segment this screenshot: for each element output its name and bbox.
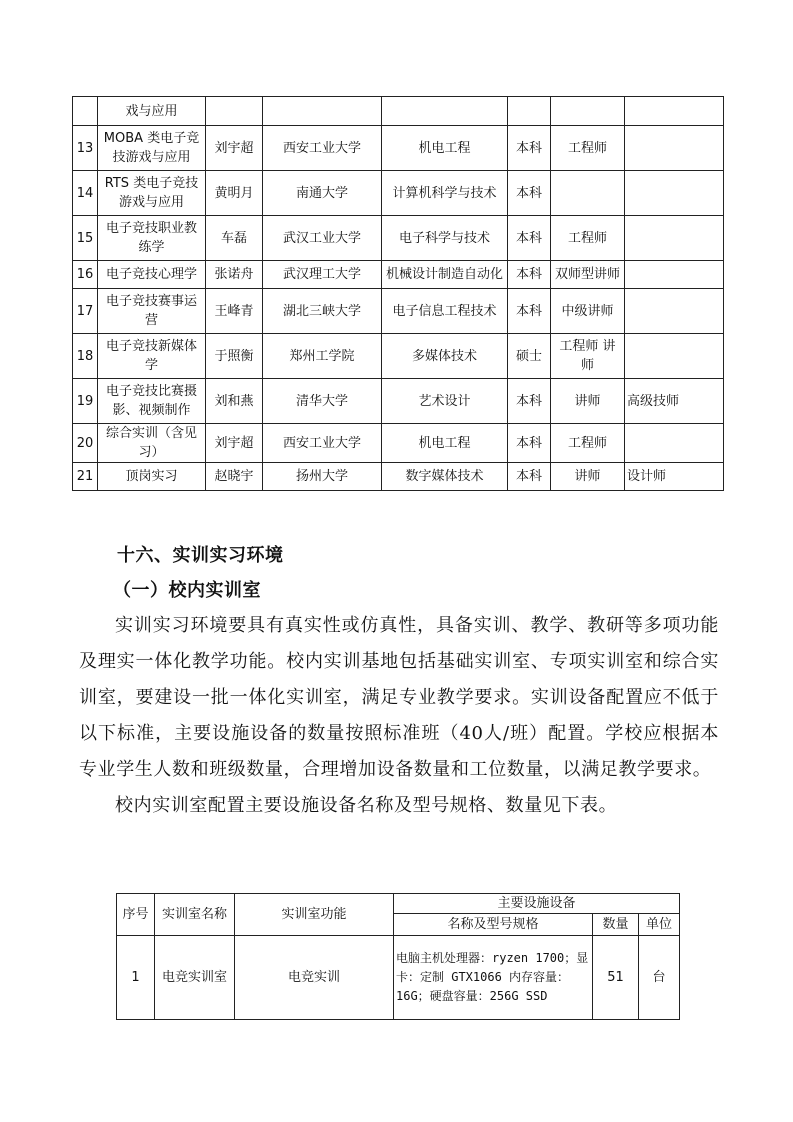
graduate-school: 扬州大学 — [263, 463, 382, 491]
professional-title: 工程师 — [551, 216, 625, 261]
table-row — [117, 936, 680, 1020]
degree: 本科 — [508, 289, 551, 334]
professional-title: 工程师 — [551, 424, 625, 463]
row-number: 13 — [73, 126, 98, 171]
course-name: 电子竞技新媒体学 — [98, 334, 206, 379]
degree: 本科 — [508, 379, 551, 424]
row-number: 14 — [73, 171, 98, 216]
course-name: RTS 类电子竞技游戏与应用 — [98, 171, 206, 216]
major: 电子科学与技术 — [382, 216, 508, 261]
room-function: 电竞实训 — [235, 936, 394, 1020]
teacher-name: 刘宇超 — [206, 126, 263, 171]
major: 计算机科学与技术 — [382, 171, 508, 216]
professional-title: 工程师 讲师 — [551, 334, 625, 379]
table-row — [73, 97, 724, 126]
equipment-table — [116, 893, 680, 1020]
table-row — [73, 126, 724, 171]
body-paragraph: 校内实训室配置主要设施设备名称及型号规格、数量见下表。 — [115, 795, 618, 816]
graduate-school: 武汉理工大学 — [263, 261, 382, 289]
row-number: 20 — [73, 424, 98, 463]
teacher-name: 于照衡 — [206, 334, 263, 379]
major — [382, 97, 508, 126]
graduate-school: 清华大学 — [263, 379, 382, 424]
professional-title — [551, 97, 625, 126]
graduate-school: 西安工业大学 — [263, 424, 382, 463]
extra-title — [625, 334, 724, 379]
graduate-school — [263, 97, 382, 126]
professional-title: 双师型讲师 — [551, 261, 625, 289]
course-name: 戏与应用 — [98, 97, 206, 126]
row-number: 21 — [73, 463, 98, 491]
degree — [508, 97, 551, 126]
teacher-name: 车磊 — [206, 216, 263, 261]
extra-title: 高级技师 — [625, 379, 724, 424]
table-row — [73, 379, 724, 424]
course-name: 电子竞技心理学 — [98, 261, 206, 289]
section-title: 十六、实训实习环境 — [117, 545, 284, 566]
teacher-name: 王峰青 — [206, 289, 263, 334]
teacher-name: 刘和燕 — [206, 379, 263, 424]
row-number: 1 — [117, 936, 155, 1020]
table-row — [73, 216, 724, 261]
graduate-school: 西安工业大学 — [263, 126, 382, 171]
course-name: 综合实训（含见习） — [98, 424, 206, 463]
header-room-name: 实训室名称 — [155, 894, 235, 936]
row-number: 19 — [73, 379, 98, 424]
room-name: 电竞实训室 — [155, 936, 235, 1020]
professional-title — [551, 171, 625, 216]
row-number: 15 — [73, 216, 98, 261]
course-name: 电子竞技赛事运营 — [98, 289, 206, 334]
table-row — [73, 171, 724, 216]
header-main-equipment: 主要设施设备 — [394, 894, 680, 914]
extra-title — [625, 216, 724, 261]
table-row — [73, 261, 724, 289]
graduate-school: 湖北三峡大学 — [263, 289, 382, 334]
degree: 本科 — [508, 463, 551, 491]
teacher-name: 张诺舟 — [206, 261, 263, 289]
equipment-unit: 台 — [639, 936, 680, 1020]
header-number: 序号 — [117, 894, 155, 936]
professional-title: 讲师 — [551, 463, 625, 491]
graduate-school: 武汉工业大学 — [263, 216, 382, 261]
extra-title — [625, 171, 724, 216]
row-number: 17 — [73, 289, 98, 334]
course-name: MOBA 类电子竞技游戏与应用 — [98, 126, 206, 171]
body-paragraph: 实训实习环境要具有真实性或仿真性，具备实训、教学、教研等多项功能及理实一体化教学功能。校内实训基地包括基础实训室、专项实训室和综合实训室，要建设一批一体化实训室，满足专业教学要求。实训设备配置应不低于以下标准，主要设施设备的数量按照标准班（40人/班）配置。学校应根据本专业学生人数和班级数量，合理增加设备数量和工位数量，以满足教学要求。 — [79, 615, 719, 780]
major: 多媒体技术 — [382, 334, 508, 379]
course-name: 电子竞技职业教练学 — [98, 216, 206, 261]
degree: 本科 — [508, 261, 551, 289]
equipment-quantity: 51 — [593, 936, 639, 1020]
graduate-school: 南通大学 — [263, 171, 382, 216]
extra-title — [625, 97, 724, 126]
major: 电子信息工程技术 — [382, 289, 508, 334]
professional-title: 讲师 — [551, 379, 625, 424]
professional-title: 中级讲师 — [551, 289, 625, 334]
course-name: 顶岗实习 — [98, 463, 206, 491]
degree: 本科 — [508, 424, 551, 463]
teacher-name: 刘宇超 — [206, 424, 263, 463]
subsection-title: （一）校内实训室 — [113, 580, 261, 601]
header-unit: 单位 — [639, 914, 680, 936]
row-number: 18 — [73, 334, 98, 379]
teacher-name: 黄明月 — [206, 171, 263, 216]
header-spec: 名称及型号规格 — [394, 914, 593, 936]
table-row — [73, 289, 724, 334]
major: 数字媒体技术 — [382, 463, 508, 491]
row-number — [73, 97, 98, 126]
degree: 本科 — [508, 126, 551, 171]
table-row — [73, 424, 724, 463]
header-function: 实训室功能 — [235, 894, 394, 936]
extra-title — [625, 424, 724, 463]
degree: 本科 — [508, 216, 551, 261]
header-quantity: 数量 — [593, 914, 639, 936]
course-name: 电子竞技比赛摄影、视频制作 — [98, 379, 206, 424]
table-header-row — [117, 894, 680, 914]
row-number: 16 — [73, 261, 98, 289]
extra-title — [625, 126, 724, 171]
major: 机电工程 — [382, 126, 508, 171]
extra-title — [625, 261, 724, 289]
table-row — [73, 334, 724, 379]
degree: 本科 — [508, 171, 551, 216]
extra-title: 设计师 — [625, 463, 724, 491]
table-row — [73, 463, 724, 491]
major: 机械设计制造自动化 — [382, 261, 508, 289]
teacher-name: 赵晓宇 — [206, 463, 263, 491]
major: 机电工程 — [382, 424, 508, 463]
extra-title — [625, 289, 724, 334]
graduate-school: 郑州工学院 — [263, 334, 382, 379]
equipment-spec: 电脑主机处理器：ryzen 1700；显卡：定制 GTX1066 内存容量：16G；硬盘容量：256G SSD — [394, 936, 593, 1020]
teacher-name — [206, 97, 263, 126]
professional-title: 工程师 — [551, 126, 625, 171]
teacher-table — [72, 96, 724, 491]
degree: 硕士 — [508, 334, 551, 379]
major: 艺术设计 — [382, 379, 508, 424]
